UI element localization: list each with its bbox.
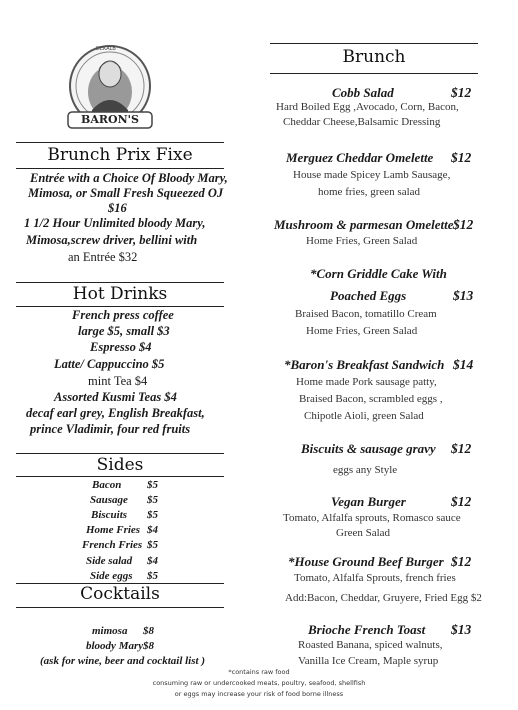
prix-fixe-line: Mimosa,screw driver, bellini with	[26, 233, 198, 247]
side-item-name: Side eggs	[90, 570, 133, 582]
prix-fixe-line: Entrée with a Choice Of Bloody Mary,	[30, 171, 228, 185]
drink-line: large $5, small $3	[78, 324, 170, 338]
sides-heading: Sides	[96, 455, 144, 475]
cocktail-item-name: mimosa	[92, 625, 128, 637]
divider	[270, 43, 478, 44]
menu-item-title: Vegan Burger	[331, 494, 406, 509]
side-item-name: Home Fries	[86, 524, 141, 536]
prix-fixe-heading: Brunch Prix Fixe	[47, 145, 193, 165]
prix-fixe-line: Mimosa, or Small Fresh Squeezed OJ	[28, 186, 224, 200]
menu-item-desc: Hard Boiled Egg ,Avocado, Corn, Bacon,	[276, 101, 459, 113]
divider	[16, 142, 224, 143]
side-item-name: Side salad	[86, 555, 133, 567]
menu-item-desc: Vanilla Ice Cream, Maple syrup	[298, 655, 439, 667]
menu-item-desc: Braised Bacon, scrambled eggs ,	[299, 393, 443, 405]
drink-line: decaf earl grey, English Breakfast,	[26, 406, 205, 420]
side-item-price: $5	[147, 570, 158, 582]
menu-item-price: $14	[453, 357, 474, 372]
menu-item-desc: Home Fries, Green Salad	[306, 235, 418, 247]
menu-item-desc: Cheddar Cheese,Balsamic Dressing	[283, 116, 441, 128]
menu-item-price: $12	[451, 441, 472, 456]
menu-item-title: Poached Eggs	[330, 288, 407, 303]
divider	[16, 607, 224, 608]
menu-item-desc: Tomato, Alfalfa Sprouts, french fries	[294, 572, 456, 584]
brunch-heading: Brunch	[342, 47, 406, 67]
menu-item-desc: House made Spicey Lamb Sausage,	[293, 169, 451, 181]
side-item-name: Biscuits	[91, 509, 128, 521]
side-item-price: $4	[147, 524, 158, 536]
prix-fixe-line: 1 1/2 Hour Unlimited bloody Mary,	[24, 216, 206, 230]
side-item-name: French Fries	[82, 539, 143, 551]
footer-note: *contains raw food	[228, 668, 290, 676]
logo-top-text: DEKALB	[96, 46, 116, 52]
menu-item-desc: Home made Pork sausage patty,	[296, 376, 437, 388]
drink-line: Espresso $4	[90, 340, 152, 354]
side-item-price: $5	[147, 539, 158, 551]
drink-line: Assorted Kusmi Teas $4	[54, 390, 177, 404]
divider	[16, 168, 224, 169]
drink-line: prince Vladimir, four red fruits	[30, 422, 191, 436]
menu-item-desc: home fries, green salad	[318, 186, 421, 198]
drink-line: Latte/ Cappuccino $5	[54, 357, 165, 371]
menu-item-price: $13	[453, 288, 474, 303]
cocktail-item-price: $8	[143, 640, 154, 652]
prix-fixe-price: $16	[108, 201, 127, 215]
menu-item-price: $12	[451, 85, 472, 100]
menu-item-price: $13	[451, 622, 472, 637]
menu-item-desc: Chipotle Aioli, green Salad	[304, 410, 424, 422]
menu-item-desc: Braised Bacon, tomatillo Cream	[295, 308, 437, 320]
footer-note: or eggs may increase your risk of food borne illness	[174, 690, 344, 698]
menu-item-price: $12	[451, 150, 472, 165]
menu-item-title: *House Ground Beef Burger	[288, 554, 444, 569]
divider	[16, 453, 224, 454]
menu-item-title: *Baron's Breakfast Sandwich	[284, 357, 445, 372]
menu-item-title: Cobb Salad	[332, 85, 394, 100]
menu-item-title: Merguez Cheddar Omelette	[286, 150, 434, 165]
menu-item-desc: eggs any Style	[333, 464, 398, 476]
menu-item-price: $12	[451, 554, 472, 569]
menu-item-desc: Home Fries, Green Salad	[306, 325, 418, 337]
logo-name: BARON'S	[81, 113, 139, 126]
cocktail-note: (ask for wine, beer and cocktail list )	[40, 655, 205, 667]
menu-item-desc: Roasted Banana, spiced walnuts,	[298, 639, 443, 651]
menu-item-title: Mushroom & parmesan Omelette	[274, 217, 454, 232]
divider	[16, 282, 224, 283]
side-item-name: Sausage	[90, 494, 128, 506]
prix-fixe-line: an Entrée $32	[68, 250, 138, 264]
footer-note: consuming raw or undercooked meats, poultry, seafood, shellfish	[152, 679, 366, 687]
cocktail-item-price: $8	[143, 625, 154, 637]
side-item-price: $5	[147, 509, 158, 521]
menu-item-title: Biscuits & sausage gravy	[301, 441, 436, 456]
menu-item-desc: Tomato, Alfalfa sprouts, Romasco sauce	[283, 512, 461, 524]
cocktail-item-name: bloody Mary	[86, 640, 144, 652]
menu-item-title: *Corn Griddle Cake With	[310, 266, 447, 281]
side-item-price: $4	[147, 555, 158, 567]
menu-item-desc: Green Salad	[336, 527, 391, 539]
divider	[16, 306, 224, 307]
divider	[16, 476, 224, 477]
side-item-price: $5	[147, 479, 158, 491]
drink-line: mint Tea $4	[88, 374, 148, 388]
hot-drinks-heading: Hot Drinks	[72, 284, 168, 304]
side-item-price: $5	[147, 494, 158, 506]
menu-item-desc: Add:Bacon, Cheddar, Gruyere, Fried Egg $2	[285, 592, 482, 604]
menu-item-price: $12	[451, 494, 472, 509]
barons-logo	[62, 40, 158, 136]
cocktails-heading: Cocktails	[80, 584, 160, 604]
menu-item-price: $12	[453, 217, 474, 232]
drink-line: French press coffee	[72, 308, 174, 322]
menu-item-title: Brioche French Toast	[308, 622, 426, 637]
divider	[270, 73, 478, 74]
side-item-name: Bacon	[92, 479, 122, 491]
